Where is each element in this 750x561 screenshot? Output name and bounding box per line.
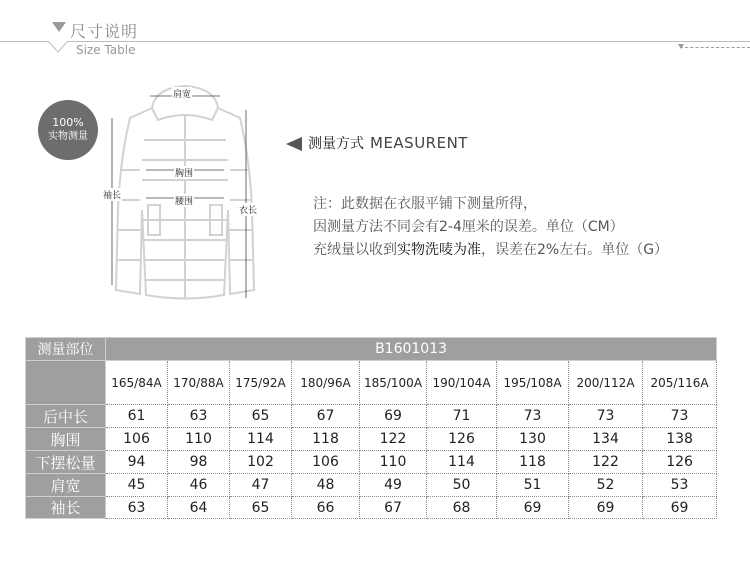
table-row (26, 405, 717, 428)
row-label: 胸围 (26, 428, 106, 451)
measure-en: MEASURENT (370, 134, 468, 152)
table-cell: 126 (643, 451, 717, 474)
table-cell: 46 (168, 474, 230, 497)
table-header-row (26, 338, 717, 361)
table-cell: 63 (106, 497, 168, 519)
table-cell: 122 (569, 451, 643, 474)
size-cell: 195/108A (497, 361, 569, 405)
table-cell: 69 (360, 405, 427, 428)
row-label: 后中长 (26, 405, 106, 428)
table-row (26, 451, 717, 474)
table-cell: 49 (360, 474, 427, 497)
table-cell: 130 (497, 428, 569, 451)
header-title-en: Size Table (76, 43, 136, 57)
size-cell: 190/104A (427, 361, 497, 405)
header-divider (0, 41, 750, 42)
table-cell: 71 (427, 405, 497, 428)
dashed-divider (680, 47, 750, 48)
badge-label: 实物测量 (48, 131, 88, 142)
table-cell: 65 (230, 497, 292, 519)
table-cell: 98 (168, 451, 230, 474)
left-arrow-icon (286, 137, 302, 151)
table-cell: 73 (569, 405, 643, 428)
table-size-row-header (26, 361, 106, 405)
size-cell: 180/96A (292, 361, 360, 405)
table-cell: 51 (497, 474, 569, 497)
table-cell: 65 (230, 405, 292, 428)
table-cell: 106 (292, 451, 360, 474)
table-cell: 138 (643, 428, 717, 451)
table-cell: 48 (292, 474, 360, 497)
length-label: 衣长 (238, 203, 258, 216)
row-label: 肩宽 (26, 474, 106, 497)
table-cell: 67 (292, 405, 360, 428)
table-row (26, 497, 717, 519)
note-line-3 (313, 239, 668, 262)
size-cell: 205/116A (643, 361, 717, 405)
table-cell: 53 (643, 474, 717, 497)
waist-label: 腰围 (174, 194, 194, 207)
table-cell: 106 (106, 428, 168, 451)
table-cell: 61 (106, 405, 168, 428)
note-line-3-highlight: 实物洗唛为准 (397, 242, 481, 258)
table-cell: 118 (497, 451, 569, 474)
table-cell: 102 (230, 451, 292, 474)
table-cell: 64 (168, 497, 230, 519)
table-cell: 73 (643, 405, 717, 428)
table-cell: 122 (360, 428, 427, 451)
header-notch-icon (48, 40, 70, 54)
table-cell: 67 (360, 497, 427, 519)
row-label: 袖长 (26, 497, 106, 519)
row-label: 下摆松量 (26, 451, 106, 474)
size-cell: 175/92A (230, 361, 292, 405)
table-cell: 110 (360, 451, 427, 474)
table-cell: 63 (168, 405, 230, 428)
table-row (26, 474, 717, 497)
header-title-cn: 尺寸说明 (70, 22, 139, 41)
table-cell: 118 (292, 428, 360, 451)
table-cell: 50 (427, 474, 497, 497)
size-cell: 165/84A (106, 361, 168, 405)
table-cell: 114 (230, 428, 292, 451)
note-line-1: 注：此数据在衣服平铺下测量所得， (313, 196, 537, 212)
table-row (26, 428, 717, 451)
table-cell: 52 (569, 474, 643, 497)
shoulder-label: 肩宽 (172, 87, 192, 100)
table-cell: 45 (106, 474, 168, 497)
size-table (25, 337, 717, 519)
table-cell: 126 (427, 428, 497, 451)
size-cell: 200/112A (569, 361, 643, 405)
table-size-row (26, 361, 717, 405)
table-model-code: B1601013 (106, 338, 717, 361)
measurement-notes (313, 193, 668, 262)
chest-label: 胸围 (174, 166, 194, 179)
table-cell: 134 (569, 428, 643, 451)
table-cell: 69 (569, 497, 643, 519)
size-cell: 170/88A (168, 361, 230, 405)
table-corner-label: 测量部位 (26, 338, 106, 361)
badge-percent: 100% (52, 116, 84, 129)
sleeve-label: 袖长 (102, 188, 122, 201)
table-cell: 94 (106, 451, 168, 474)
measurement-method-heading (286, 133, 468, 153)
note-line-2: 因测量方法不同会有2-4厘米的误差。单位（CM） (313, 219, 624, 235)
measure-cn: 测量方式 (308, 136, 364, 152)
note-line-3-pre: 充绒量以收到 (313, 242, 397, 258)
table-cell: 110 (168, 428, 230, 451)
table-cell: 66 (292, 497, 360, 519)
real-measure-badge (38, 100, 98, 160)
table-cell: 68 (427, 497, 497, 519)
table-cell: 47 (230, 474, 292, 497)
table-cell: 114 (427, 451, 497, 474)
table-cell: 73 (497, 405, 569, 428)
table-cell: 69 (643, 497, 717, 519)
header-triangle-icon (52, 22, 66, 32)
size-cell: 185/100A (360, 361, 427, 405)
table-cell: 69 (497, 497, 569, 519)
note-line-3-post: ，误差在2%左右。单位（G） (481, 242, 669, 258)
